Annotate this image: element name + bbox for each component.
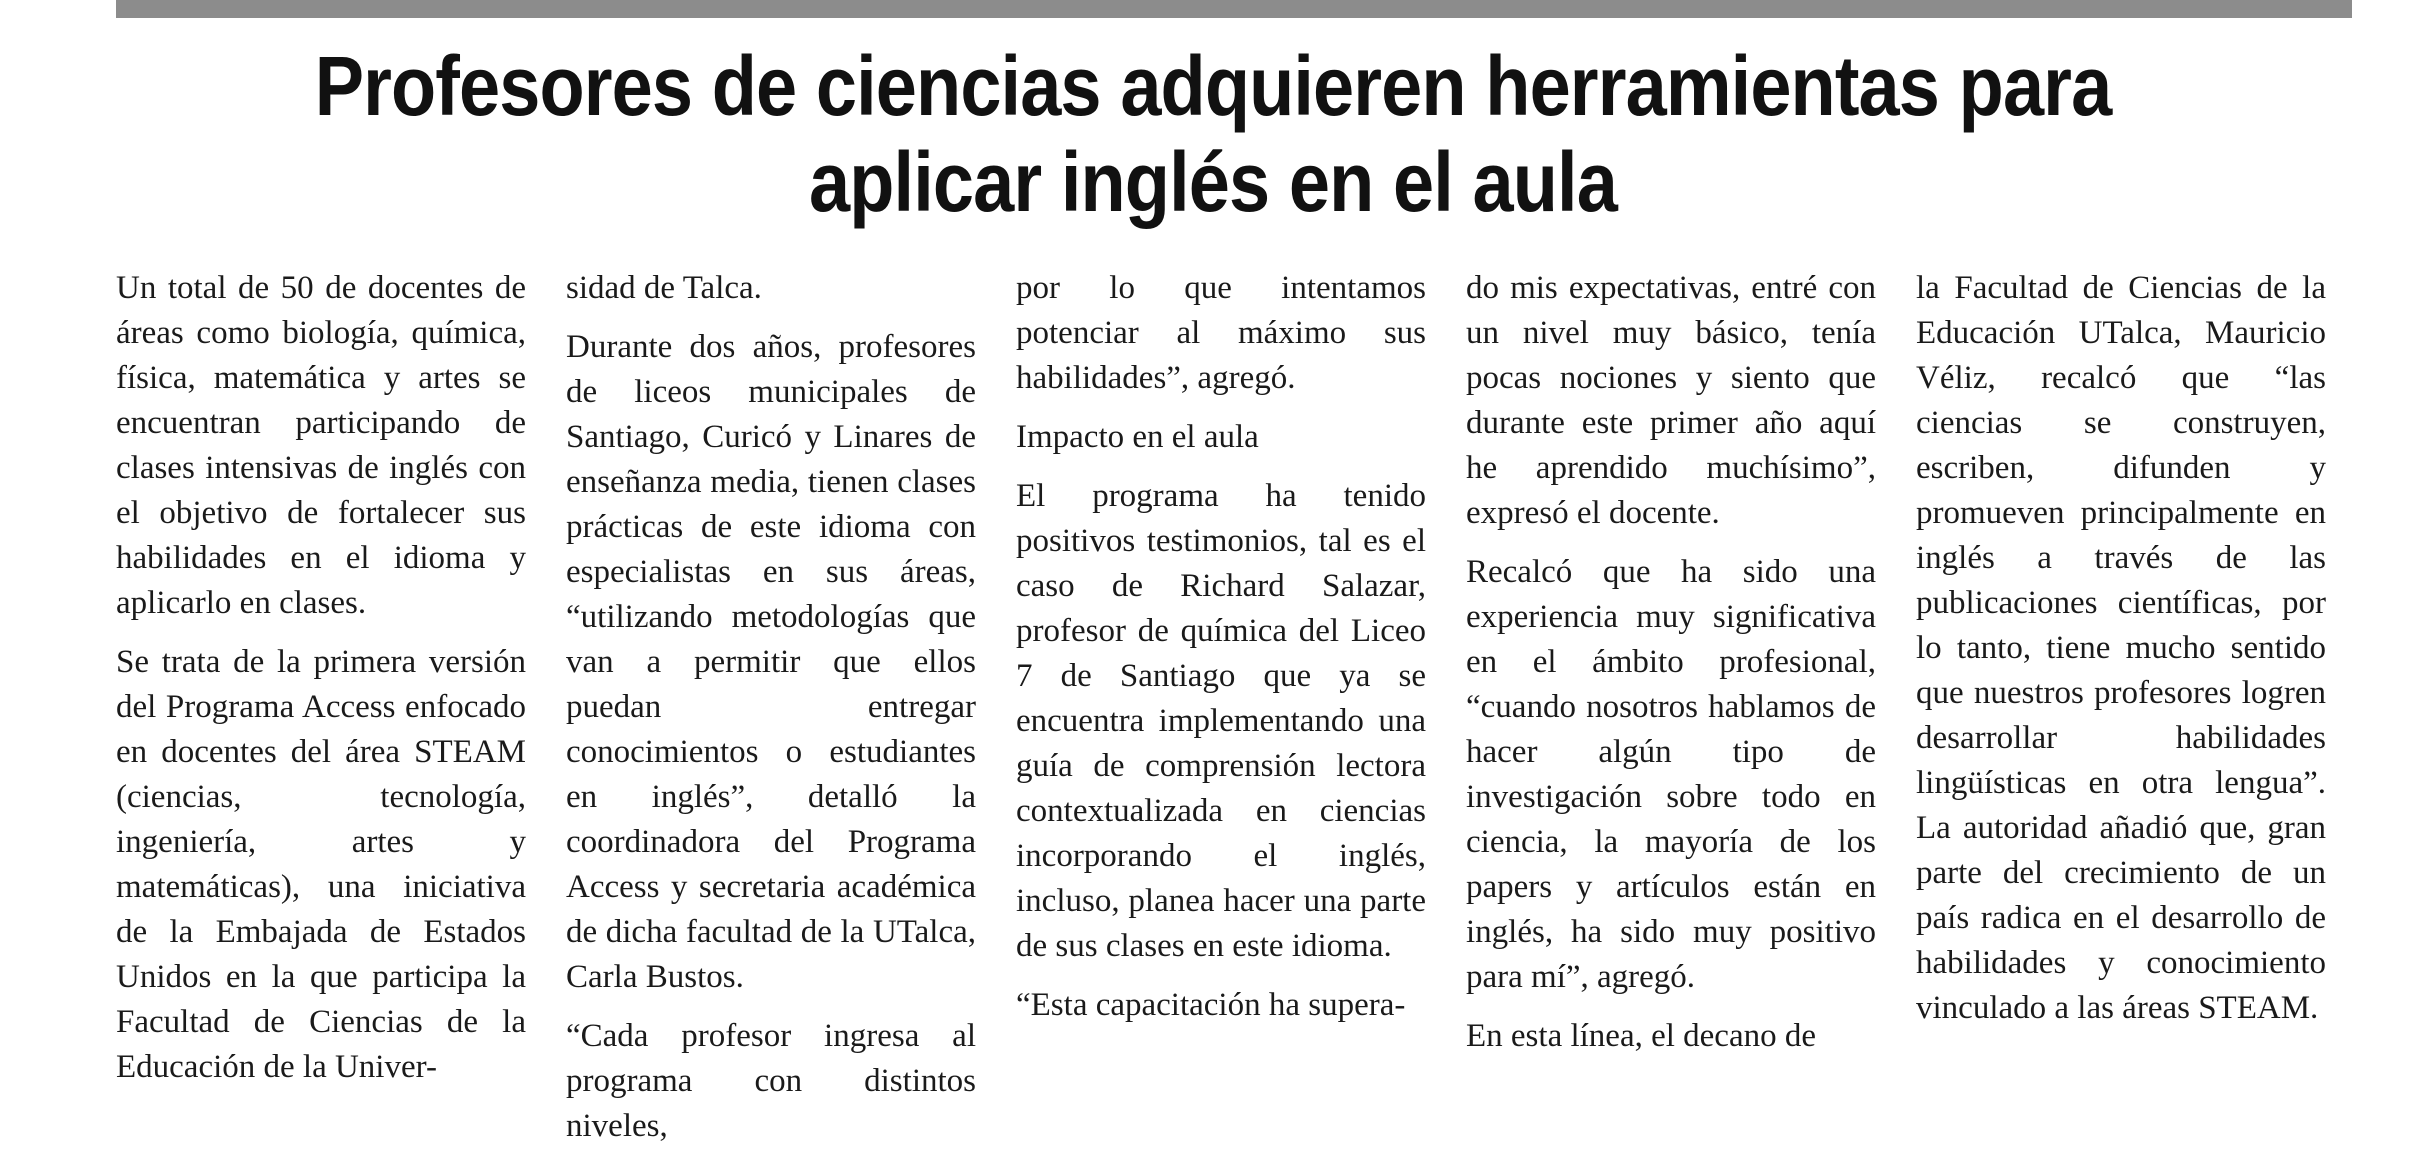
headline-line-2: aplicar inglés en el aula — [809, 135, 1617, 229]
paragraph: Durante dos años, profesores de liceos municipales de Santiago, Curicó y Linares de enseñanza media, tienen clases prácticas de este idioma con especialistas en sus áreas, “utilizando metodologías que van a permitir que ellos puedan entregar conocimientos o estudiantes en inglés”, detalló la coordinadora del Programa Access y secretaria académica de dicha facultad de la UTalca, Carla Bustos. — [566, 329, 976, 995]
paragraph: “Cada profesor ingresa al programa con distintos niveles, — [566, 1018, 976, 1144]
paragraph: El programa ha tenido positivos testimonios, tal es el caso de Richard Salazar, profesor de química del Liceo 7 de Santiago que ya se encuentra implementando una guía de comprensión lectora contextualizada en ciencias incorporando el inglés, incluso, planea hacer una parte de sus clases en este idioma. — [1016, 478, 1426, 964]
paragraph: la Facultad de Ciencias de la Educación UTalca, Mauricio Véliz, recalcó que “las ciencias se construyen, escriben, difunden y promueven principalmente en inglés a través de las publicaciones científicas, por lo tanto, tiene mucho sentido que nuestros profesores logren desarrollar habilidades lingüísticas en otra lengua”. La autoridad añadió que, gran parte del crecimiento de un país radica en el desarrollo de habilidades y conocimiento vinculado a las áreas STEAM. — [1916, 270, 2326, 1026]
top-rule — [116, 0, 2352, 18]
paragraph: Recalcó que ha sido una experiencia muy significativa en el ámbito profesional, “cuando nosotros hablamos de hacer algún tipo de investigación sobre todo en ciencia, la mayoría de los papers y artículos están en inglés, ha sido muy positivo para mí”, agregó. — [1466, 554, 1876, 995]
column-3 — [1016, 266, 1426, 1056]
article-body — [116, 266, 2326, 1144]
article-headline — [146, 38, 2281, 230]
column-2 — [566, 266, 976, 1144]
paragraph: Se trata de la primera versión del Programa Access enfocado en docentes del área STEAM (ciencias, tecnología, ingeniería, artes y matemáticas), una iniciativa de la Embajada de Estados Unidos en la que participa la Facultad de Ciencias de la Educación de la Univer- — [116, 644, 526, 1085]
column-5 — [1916, 266, 2326, 1056]
column-1 — [116, 266, 526, 1085]
paragraph: sidad de Talca. — [566, 270, 762, 306]
headline-line-1: Profesores de ciencias adquieren herramientas para — [314, 39, 2112, 133]
paragraph: En esta línea, el decano de — [1466, 1018, 1816, 1054]
paragraph: por lo que intentamos potenciar al máximo sus habilidades”, agregó. — [1016, 270, 1426, 396]
paragraph: “Esta capacitación ha supera- — [1016, 987, 1406, 1023]
paragraph: do mis expectativas, entré con un nivel muy básico, tenía pocas nociones y siento que durante este primer año aquí he aprendido muchísimo”, expresó el docente. — [1466, 270, 1876, 531]
section-subheading: Impacto en el aula — [1016, 419, 1259, 455]
paragraph: Un total de 50 de docentes de áreas como biología, química, física, matemática y artes se encuentran participando de clases intensivas de inglés con el objetivo de fortalecer sus habilidades en el idioma y aplicarlo en clases. — [116, 270, 526, 621]
column-4 — [1466, 266, 1876, 1056]
